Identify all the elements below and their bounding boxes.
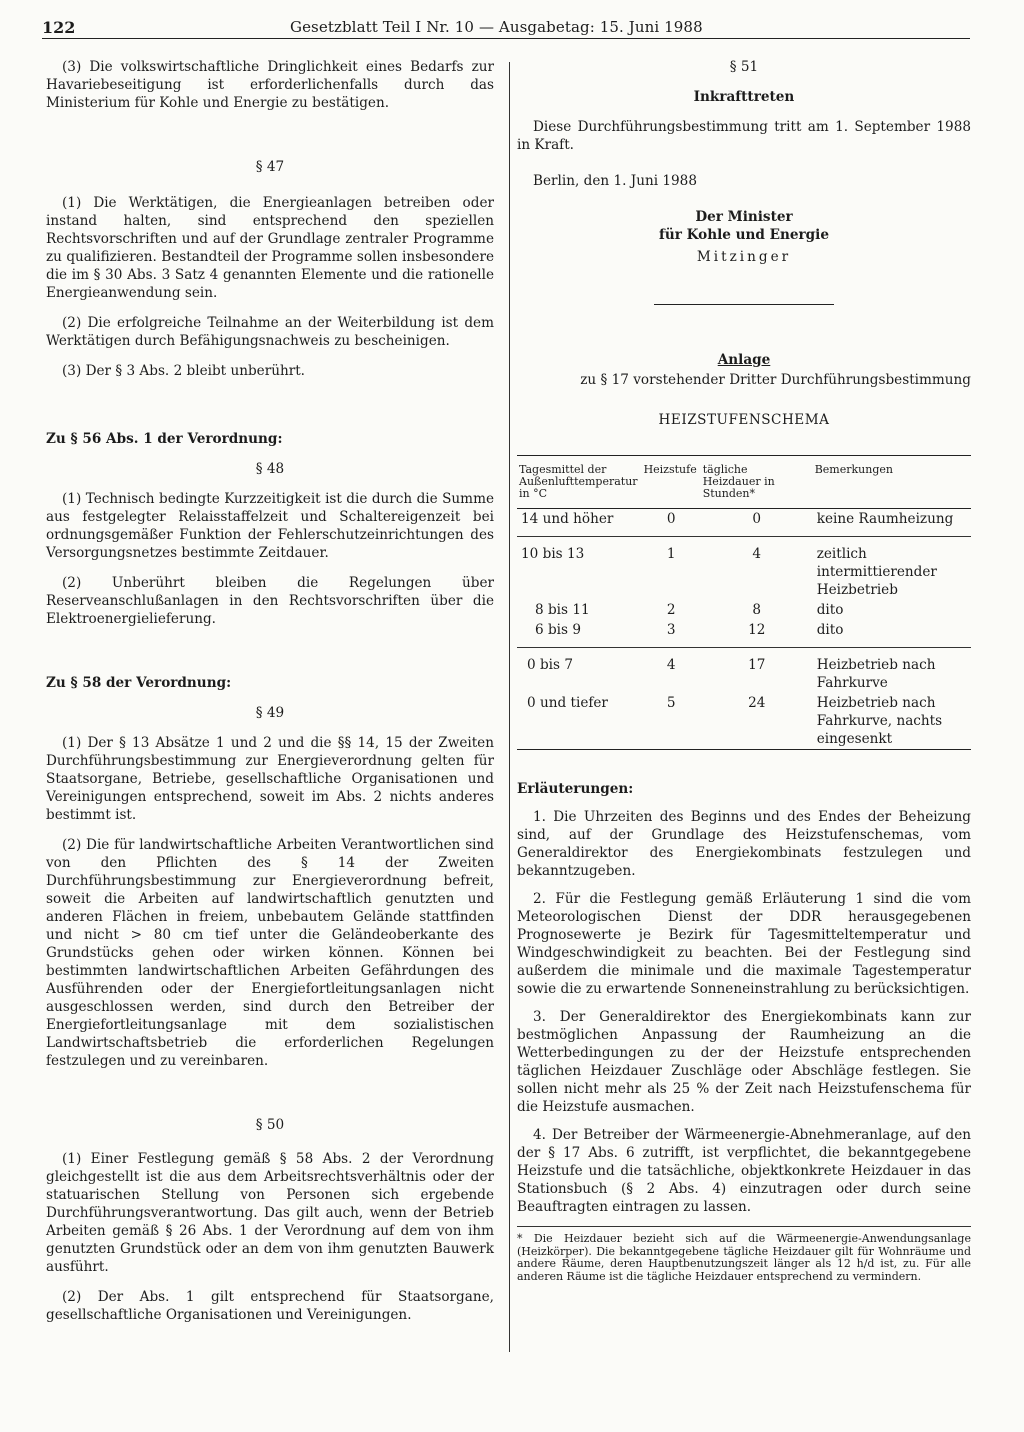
cell-bemerkung: dito [816, 602, 844, 618]
header-dauer: tägliche Heizdauer in Stunden* [702, 463, 775, 500]
cell-stufe: 4 [642, 648, 701, 694]
paragraph-48-2: (2) Unberührt bleiben die Regelungen über Reserveanschlußanlagen in den Rechtsvorschriften über die Elektroenergielieferung. [46, 575, 494, 627]
cell-stufe: 1 [642, 537, 701, 601]
table-row [517, 600, 971, 620]
left-column [46, 58, 494, 1336]
table-row [517, 509, 971, 537]
cell-temp: 6 bis 9 [535, 622, 581, 638]
section-51-heading: § 51 [729, 59, 759, 75]
table-row [517, 620, 971, 648]
running-head: Gesetzblatt Teil I Nr. 10 — Ausgabetag: 15. Juni 1988 [290, 18, 703, 36]
cell-temp: 8 bis 11 [535, 602, 590, 618]
page-number: 122 [42, 18, 76, 37]
paragraph-50-1: (1) Einer Festlegung gemäß § 58 Abs. 2 der Verordnung gleichgestellt ist die aus dem Arbeitsrechtsverhältnis oder der statuarischen Stellung von Personen sich ergebende Durchführungsverantwortung. Das gilt auch, wenn der Betrieb Arbeiten gemäß § 26 Abs. 1 der Verordnung auf dem von ihm genutzten Grundstück oder an dem von ihm genutzten Bauwerk ausführt. [46, 1151, 494, 1275]
header-bemerkungen: Bemerkungen [814, 463, 893, 476]
schema-title: HEIZSTUFENSCHEMA [658, 412, 830, 428]
paragraph-47-1: (1) Die Werktätigen, die Energieanlagen betreiben oder instand halten, sind entsprechend den speziellen Rechtsvorschriften und auf der Grundlage zentraler Programme zu qualifizieren. Bestandteil der Programme sollen insbesondere die im § 30 Abs. 3 Satz 4 genannten Elemente und die rationelle Energieanwendung sein. [46, 195, 494, 301]
cell-dauer: 17 [701, 648, 813, 694]
cell-dauer: 0 [752, 511, 762, 527]
paragraph-47-3: (3) Der § 3 Abs. 2 bleibt unberührt. [62, 363, 306, 379]
cell-temp: 10 bis 13 [517, 537, 642, 601]
zu-56-heading: Zu § 56 Abs. 1 der Verordnung: [46, 431, 283, 447]
place-date: Berlin, den 1. Juni 1988 [533, 173, 697, 189]
cell-stufe: 0 [666, 511, 676, 527]
table-header-row [517, 456, 971, 509]
section-51-title: Inkrafttreten [693, 89, 795, 105]
paragraph-50-2: (2) Der Abs. 1 gilt entsprechend für Staatsorgane, gesellschaftliche Organisationen und Vereinigungen. [46, 1289, 494, 1323]
erlaeuterung-1: 1. Die Uhrzeiten des Beginns und des Endes der Beheizung sind, auf der Grundlage des Heizstufenschemas, vom Generaldirektor des Energiekombinats festzulegen und bekanntzugeben. [517, 809, 971, 879]
section-50-heading: § 50 [255, 1117, 285, 1133]
page-header [42, 14, 970, 39]
section-47-heading: § 47 [255, 159, 285, 175]
anlage-title: Anlage [717, 352, 771, 368]
cell-bemerkung: Heizbetrieb nach Fahrkurve, nachts eingesenkt [816, 695, 943, 747]
table-row [517, 693, 971, 750]
paragraph-49-2: (2) Die für landwirtschaftliche Arbeiten Verantwortlichen sind von den Pflichten des § 14 der Zweiten Durchführungsbestimmung zur Energieverordnung befreit, soweit die Arbeiten auf landwirtschaftlich genutzten und anderen Flächen in freiem, unbebautem Gelände stattfinden und nicht > 80 cm tief unter die Geländeoberkante des Grundstücks gehen oder wirken können. Können bei bestimmten landwirtschaftlichen Arbeiten Gefährdungen des Ausführenden oder der Energiefortleitungsanlagen nicht ausgeschlossen werden, sind durch den Betreiber der Energiefortleitungsanlage mit dem sozialistischen Landwirtschaftsbetrieb die erforderlichen Regelungen festzulegen und zu vereinbaren. [46, 837, 494, 1069]
erlaeuterungen-heading: Erläuterungen: [517, 781, 634, 797]
cell-bemerkung: zeitlich intermittierender Heizbetrieb [813, 537, 971, 601]
cell-dauer: 8 [752, 602, 762, 618]
cell-stufe: 2 [666, 602, 676, 618]
cell-temp: 14 und höher [521, 511, 614, 527]
table-row [517, 537, 971, 601]
column-divider [509, 62, 510, 1352]
minister-title-line-1: Der Minister [695, 209, 793, 225]
cell-bemerkung: dito [816, 622, 844, 638]
table-row [517, 648, 971, 694]
section-49-heading: § 49 [255, 705, 285, 721]
cell-dauer: 4 [701, 537, 813, 601]
cell-temp: 0 bis 7 [517, 648, 642, 694]
cell-bemerkung: Heizbetrieb nach Fahrkurve [813, 648, 971, 694]
anlage-subtitle: zu § 17 vorstehender Dritter Durchführungsbestimmung [580, 372, 971, 388]
right-column [517, 58, 971, 1283]
minister-name: Mitzinger [696, 249, 792, 265]
erlaeuterung-2: 2. Für die Festlegung gemäß Erläuterung 1 sind die vom Meteorologischen Dienst der DDR herausgegebenen Prognosewerte je Bezirk für Tagesmitteltemperatur und Windgeschwindigkeit zu beachten. Bei der Festlegung sind außerdem die minimale und die maximale Tagestemperatur sowie die zu erwartende Sonneneinstrahlung zu berücksichtigen. [517, 891, 971, 997]
cell-bemerkung: keine Raumheizung [816, 511, 954, 527]
zu-58-heading: Zu § 58 der Verordnung: [46, 675, 232, 691]
heizstufen-table [517, 455, 971, 750]
header-stufe: Heizstufe [643, 463, 697, 476]
erlaeuterung-3: 3. Der Generaldirektor des Energiekombinats kann zur bestmöglichen Anpassung der Raumheizung an die Wetterbedingungen zu der der Heizstufe entsprechenden täglichen Heizdauer Zuschläge oder Abschläge festlegen. Sie sollen nicht mehr als 25 % der Zeit nach Heizstufenschema für die Heizstufe ausmachen. [517, 1009, 971, 1115]
paragraph-48-1: (1) Technisch bedingte Kurzzeitigkeit ist die durch die Summe aus festgelegter Relaisstaffelzeit und Schaltereigenzeit bei ordnungsgemäßer Funktion der Fehlerschutzeinrichtungen des Versorgungsnetzes bestimmte Zeitdauer. [46, 491, 494, 561]
footnote: * Die Heizdauer bezieht sich auf die Wärmeenergie-Anwendungsanlage (Heizkörper). Die bekanntgegebene tägliche Heizdauer gilt für Wohnräume und andere Räume, deren Hauptbenutzungszeit länger als 12 h/d ist, zu. Für alle anderen Räume ist die tägliche Heizdauer entsprechend zu vermindern. [517, 1226, 971, 1283]
cell-dauer: 12 [748, 622, 766, 638]
minister-title-line-2: für Kohle und Energie [658, 227, 829, 243]
header-temp: Tagesmittel der Außenlufttemperatur in °C [519, 463, 638, 500]
paragraph-49-1: (1) Der § 13 Absätze 1 und 2 und die §§ 14, 15 der Zweiten Durchführungsbestimmung zur Energieverordnung gelten für Staatsorgane, Betriebe, gesellschaftliche Organisationen und Vereinigungen entsprechend, soweit im Abs. 2 nichts anderes bestimmt ist. [46, 735, 494, 823]
paragraph-51: Diese Durchführungsbestimmung tritt am 1. September 1988 in Kraft. [517, 119, 971, 153]
cell-dauer: 24 [748, 695, 766, 711]
cell-temp: 0 und tiefer [527, 695, 608, 711]
paragraph-47-2: (2) Die erfolgreiche Teilnahme an der Weiterbildung ist dem Werktätigen durch Befähigungsnachweis zu bescheinigen. [46, 315, 494, 349]
erlaeuterung-4: 4. Der Betreiber der Wärmeenergie-Abnehmeranlage, auf den der § 17 Abs. 6 zutrifft, ist verpflichtet, die bekanntgegebene Heizstufe und die tatsächliche, objektkonkrete Heizdauer in das Stationsbuch (§ 2 Abs. 4) einzutragen oder durch seine Beauftragten eintragen zu lassen. [517, 1127, 971, 1215]
section-48-heading: § 48 [255, 461, 285, 477]
cell-stufe: 5 [666, 695, 676, 711]
paragraph-46-3: (3) Die volkswirtschaftliche Dringlichkeit eines Bedarfs zur Havariebeseitigung ist erforderlichenfalls durch das Ministerium für Kohle und Energie zu bestätigen. [46, 59, 494, 111]
cell-stufe: 3 [666, 622, 676, 638]
